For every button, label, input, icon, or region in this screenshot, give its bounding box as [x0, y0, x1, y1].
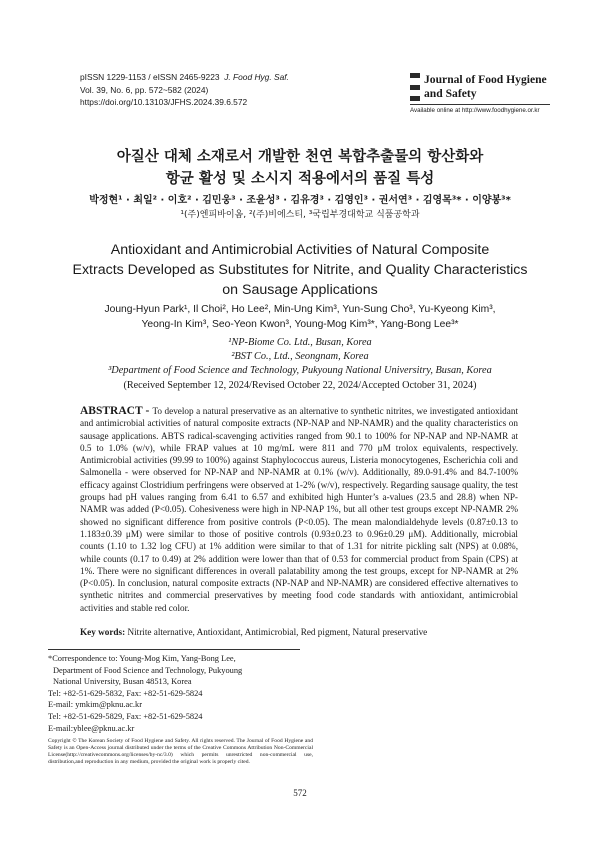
journal-abbrev: J. Food Hyg. Saf.: [224, 72, 289, 82]
journal-url[interactable]: Available online at http://www.foodhygiene.or.kr: [410, 107, 540, 114]
footnote-divider: [48, 649, 300, 650]
korean-authors: 박정현¹ · 최일² · 이호² · 김민웅³ · 조윤성³ · 김유경³ · 김영인³ · 권서연³ · 김영목³* · 이양봉³*: [89, 195, 511, 206]
english-title: Antioxidant and Antimicrobial Activities of Natural Composite Extracts Developed as Substitutes for Nitrite, and Quality Characteristics on Sausage Applications: [72, 242, 528, 298]
journal-logo-title: Journal of Food Hygiene and Safety: [424, 73, 547, 100]
received-dates: (Received September 12, 2024/Revised October 22, 2024/Accepted October 31, 2024): [123, 380, 477, 391]
korean-title: 아질산 대체 소재로서 개발한 천연 복합추출물의 항산화와 항균 활성 및 소시지 적용에서의 품질 특성: [116, 149, 484, 187]
correspondence-footnote: *Correspondence to: Young-Mog Kim, Yang-Bong Lee, Department of Food Science and Technology, Pukyoung National University, Busan 48513, Korea Tel: +82-51-629-5832, Fax: +82-51-629-5824 E-mail: ymkim@pknu.ac.kr Tel: +82-51-629-5829, Fax: +82-51-629-5824 E-mail:yblee@pknu.ac.kr: [48, 653, 312, 734]
logo-bars-icon: [410, 73, 420, 101]
abstract-label: ABSTRACT -: [80, 405, 153, 417]
email-ymkim[interactable]: E-mail: ymkim@pknu.ac.kr: [48, 700, 143, 710]
doi-link[interactable]: https://doi.org/10.13103/JFHS.2024.39.6.572: [80, 97, 248, 107]
keywords-label: Key words:: [80, 627, 128, 637]
logo-divider: [410, 104, 550, 105]
keywords: [80, 627, 520, 637]
korean-affiliation: ¹(주)엔피바이옴, ²(주)비에스티, ³국립부경대학교 식품공학과: [180, 210, 420, 220]
issn-line: pISSN 1229-1153 / eISSN 2465-9223 J. Food Hyg. Saf.: [80, 72, 289, 82]
journal-logo-mark: [410, 73, 550, 101]
copyright-notice: Copyright © The Korean Society of Food Hygiene and Safety. All rights reserved. The Journal of Food Hygiene and Safety is an Open-Access journal distributed under the terms of the Creative Commons Attribution Non-Commercial License(http://creativecommons.org/licenses/by-nc/3.0) which permits unrestricted non-commercial use, distribution,and reproduction in any medium, provided the original work is properly cited.: [48, 738, 313, 766]
keywords-text: Nitrite alternative, Antioxidant, Antimicrobial, Red pigment, Natural preservative: [127, 627, 428, 637]
abstract-text: To develop a natural preservative as an alternative to synthetic nitrites, we investigated antioxidant and antimicrobial activities of natural composite extracts (NP-NAP and NP-NAMR) and the quality characteristics on sausage applications. ABTS radical-scavenging activities ranged from 90.1 to 100% for NP-NAP and NP-NAMR at 0.5 to 1.0% (w/v), while FRAP values at 10 mg/mL were 811 and 770 μM trolox equivalents, respectively. Antimicrobial activities (99.99 to 100%) against Staphylococcus aureus, Listeria monocytogenes, Escherichia coli and Salmonella - were observed for NP-NAP and NP-NAMR at 0.1% (w/v). Additionally, 89.0-91.4% and 84.7-100% efficacy against Clostridium perfringens were observed at 1-2% (w/v), respectively. Regarding sausage quality, the test groups had pH values ranging from 6.41 to 6.57 and exhibited high Hunter’s a-values (23.5 and 28.8) when NP-NAMR was added (P<0.05). Cohesiveness were high in NP-NAP 1%, but all other test groups except NP-NAMR 2% showed no significant difference from positive controls (P<0.05). The mean malondialdehyde levels (0.87±0.13 to 1.183±0.39 μM) were similar to those of positive controls (0.93±0.23 to 0.96±0.29 μM). Additionally, microbial counts (1.10 to 1.32 log CFU) at 1% addition were similar to that of 1.31 for nitrite pickling salt (NPS) at 0.08%, while counts (0.17 to 0.49) at 2% addition were lower than that of 0.53 for commercial product from Spain (CPS) at 1%. There were no significant differences in overall palatability among the test groups, except for NP-NAMR at 2% (P<0.05). In conclusion, natural composite extracts (NP-NAP and NP-NAMR) are considered effective alternatives to synthetic nitrites and commercial preservatives by meeting food code standards with antioxidant, antimicrobial activities and stable red color.: [80, 406, 519, 613]
journal-logo: [410, 73, 550, 114]
english-authors: Joung-Hyun Park¹, Il Choi², Ho Lee², Min-Ung Kim³, Yun-Sung Cho³, Yu-Kyeong Kim³, Yeong-In Kim³, Seo-Yeon Kwon³, Young-Mog Kim³*, Yang-Bong Lee³*: [104, 304, 496, 330]
english-affiliations: ¹NP-Biome Co. Ltd., Busan, Korea ²BST Co., Ltd., Seongnam, Korea ³Department of Food Science and Technology, Pukyoung National Universitry, Busan, Korea: [108, 337, 492, 376]
page-number: 572: [293, 788, 307, 798]
journal-citation-header: [80, 71, 289, 109]
email-yblee[interactable]: E-mail:yblee@pknu.ac.kr: [48, 723, 135, 733]
volume-line: Vol. 39, No. 6, pp. 572~582 (2024): [80, 84, 209, 95]
abstract: [80, 405, 518, 614]
